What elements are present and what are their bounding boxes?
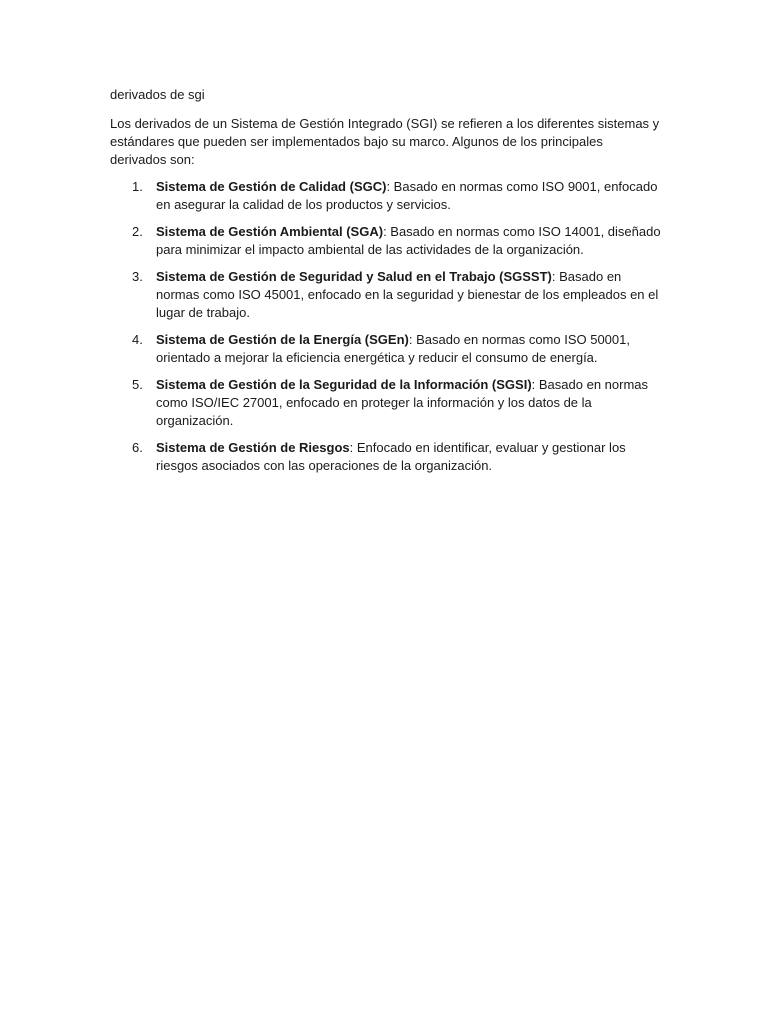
list-item bbox=[110, 439, 662, 475]
list-item bbox=[110, 178, 662, 214]
list-item-term: Sistema de Gestión de la Energía (SGEn) bbox=[156, 332, 409, 347]
list-item bbox=[110, 268, 662, 322]
derivatives-list bbox=[110, 178, 662, 475]
list-item-description: : Enfocado en identificar, evaluar y gestionar los riesgos asociados con las operaciones de la organización. bbox=[156, 440, 626, 473]
list-item-description: : Basado en normas como ISO/IEC 27001, enfocado en proteger la información y los datos de la organización. bbox=[156, 377, 649, 428]
list-item-term: Sistema de Gestión de Calidad (SGC) bbox=[156, 179, 387, 194]
list-item-number: 5. bbox=[132, 377, 143, 392]
list-item-number: 3. bbox=[132, 269, 143, 284]
list-item-number: 1. bbox=[132, 179, 143, 194]
list-item-description: : Basado en normas como ISO 45001, enfocado en la seguridad y bienestar de los empleados en el lugar de trabajo. bbox=[156, 269, 659, 320]
document-title: derivados de sgi bbox=[110, 87, 205, 102]
list-item-term: Sistema de Gestión de la Seguridad de la Información (SGSI) bbox=[156, 377, 532, 392]
list-item-number: 2. bbox=[132, 224, 143, 239]
list-item-number: 4. bbox=[132, 332, 143, 347]
list-item bbox=[110, 331, 662, 367]
list-item-description: : Basado en normas como ISO 14001, diseñado para minimizar el impacto ambiental de las actividades de la organización. bbox=[156, 224, 661, 257]
list-item-term: Sistema de Gestión de Riesgos bbox=[156, 440, 350, 455]
list-item bbox=[110, 223, 662, 259]
intro-paragraph: Los derivados de un Sistema de Gestión Integrado (SGI) se refieren a los diferentes sistemas y estándares que pueden ser implementados bajo su marco. Algunos de los principales derivados son: bbox=[110, 116, 660, 167]
list-item-description: : Basado en normas como ISO 50001, orientado a mejorar la eficiencia energética y reducir el consumo de energía. bbox=[156, 332, 630, 365]
list-item-term: Sistema de Gestión Ambiental (SGA) bbox=[156, 224, 384, 239]
list-item-description: : Basado en normas como ISO 9001, enfocado en asegurar la calidad de los productos y servicios. bbox=[156, 179, 658, 212]
document-page bbox=[110, 86, 662, 484]
list-item-number: 6. bbox=[132, 440, 143, 455]
list-item-term: Sistema de Gestión de Seguridad y Salud en el Trabajo (SGSST) bbox=[156, 269, 552, 284]
list-item bbox=[110, 376, 662, 430]
